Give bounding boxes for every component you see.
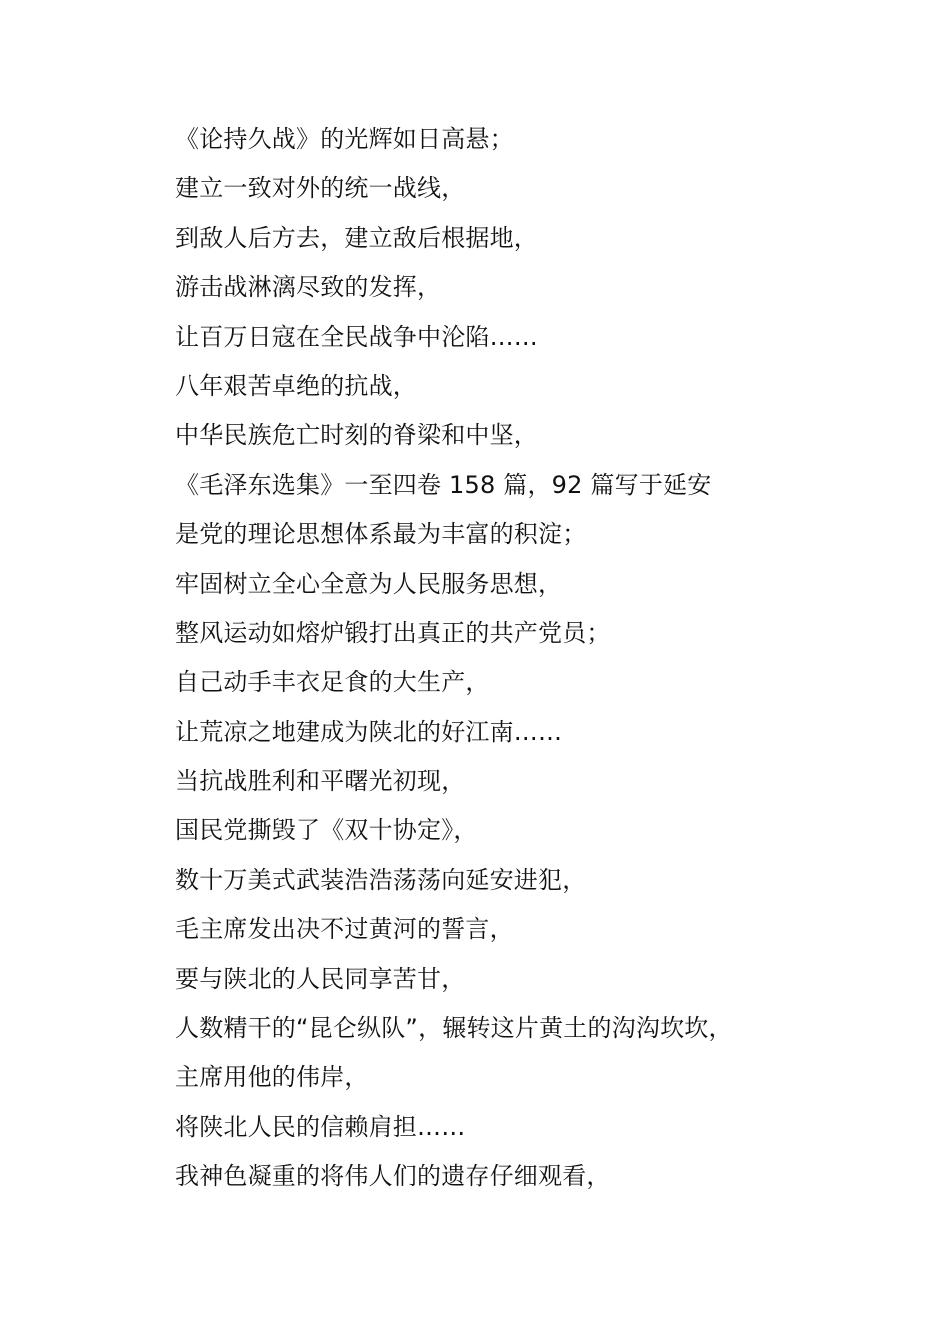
poem-line: 游击战淋漓尽致的发挥， bbox=[175, 273, 442, 302]
poem-line: 数十万美式武装浩浩荡荡向延安进犯， bbox=[175, 865, 587, 894]
poem-line: 到敌人后方去，建立敌后根据地， bbox=[175, 223, 538, 252]
poem-line: 人数精干的“昆仑纵队”，辗转这片黄土的沟沟坎坎， bbox=[175, 1014, 733, 1043]
poem-line: 是党的理论思想体系最为丰富的积淀； bbox=[175, 520, 587, 549]
poem-line: 《毛泽东选集》一至四卷 158 篇，92 篇写于延安 bbox=[175, 470, 712, 499]
poem-line: 牢固树立全心全意为人民服务思想， bbox=[175, 569, 563, 598]
poem-line: 八年艰苦卓绝的抗战， bbox=[175, 371, 417, 400]
poem-line: 将陕北人民的信赖肩担…… bbox=[175, 1112, 466, 1141]
poem-text-block bbox=[175, 118, 915, 1205]
poem-line: 建立一致对外的统一战线， bbox=[175, 174, 466, 203]
poem-line: 国民党撕毁了《双十协定》， bbox=[175, 816, 478, 845]
poem-line: 要与陕北的人民同享苦甘， bbox=[175, 964, 466, 993]
poem-line: 我神色凝重的将伟人们的遗存仔细观看， bbox=[175, 1162, 611, 1191]
poem-line: 当抗战胜利和平曙光初现， bbox=[175, 767, 466, 796]
poem-line: 毛主席发出决不过黄河的誓言， bbox=[175, 915, 514, 944]
poem-line: 主席用他的伟岸， bbox=[175, 1063, 369, 1092]
poem-line: 让荒凉之地建成为陕北的好江南…… bbox=[175, 717, 563, 746]
poem-line: 《论持久战》的光辉如日高悬； bbox=[175, 125, 514, 153]
poem-line: 中华民族危亡时刻的脊梁和中坚， bbox=[175, 421, 538, 450]
poem-line: 让百万日寇在全民战争中沦陷…… bbox=[175, 322, 538, 351]
poem-line: 整风运动如熔炉锻打出真正的共产党员； bbox=[175, 618, 611, 647]
poem-line: 自己动手丰衣足食的大生产， bbox=[175, 668, 490, 697]
